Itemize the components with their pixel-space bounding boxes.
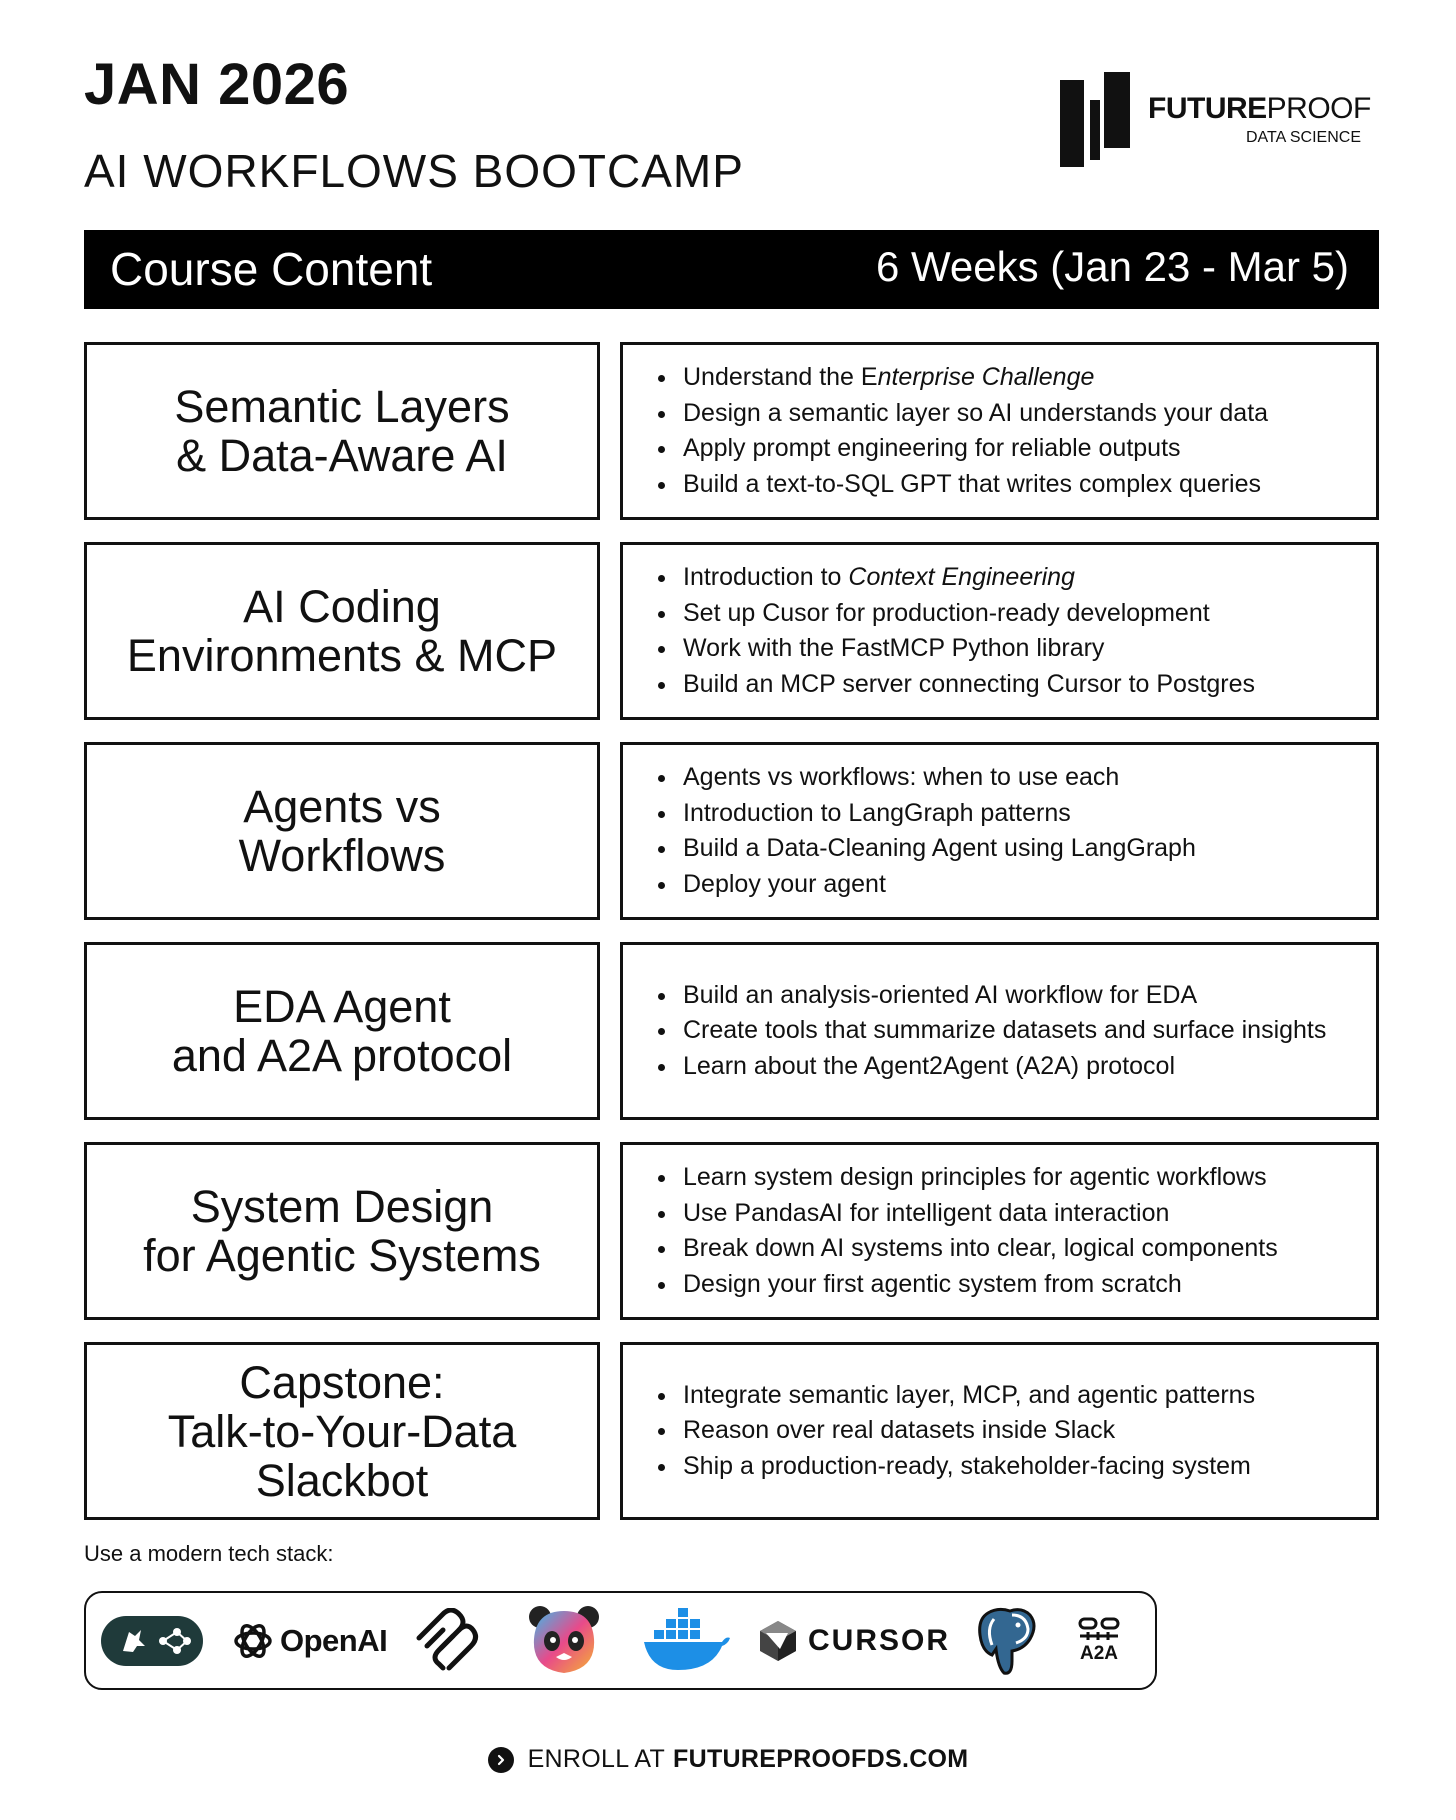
cursor-wordmark: CURSOR	[808, 1623, 951, 1657]
module-topic-title: Semantic Layers & Data-Aware AI	[174, 381, 510, 481]
module-bullet-item: • Deploy your agent	[679, 867, 1196, 903]
module-bullet-item: • Create tools that summarize datasets and surface insights	[679, 1013, 1326, 1049]
module-details-box	[620, 1142, 1379, 1320]
module-bullet-item: • Break down AI systems into clear, logical components	[679, 1231, 1278, 1267]
module-bullet-item: • Integrate semantic layer, MCP, and agentic patterns	[679, 1378, 1255, 1414]
module-topic-box	[84, 542, 600, 720]
openai-wordmark: OpenAI	[280, 1622, 388, 1658]
cursor-icon	[758, 1593, 950, 1688]
module-topic-box	[84, 742, 600, 920]
module-bullet-list	[623, 760, 1196, 902]
module-bullet-list	[623, 560, 1255, 702]
pandasai-icon	[526, 1593, 602, 1688]
module-topic-box	[84, 1142, 600, 1320]
logo-wordmark: FUTUREPROOF	[1148, 92, 1371, 125]
module-bullet-item: • Understand the Enterprise Challenge	[679, 360, 1268, 396]
a2a-wordmark: A2A	[1079, 1642, 1118, 1664]
module-topic-box	[84, 342, 600, 520]
banner-title: Course Content	[110, 243, 433, 295]
module-bullet-item: • Reason over real datasets inside Slack	[679, 1413, 1255, 1449]
module-bullet-item: • Introduction to Context Engineering	[679, 560, 1255, 596]
module-bullet-item: • Build a Data-Cleaning Agent using LangGraph	[679, 831, 1196, 867]
tech-stack-panel	[84, 1591, 1157, 1690]
futureproof-logo-mark-icon	[1060, 72, 1140, 167]
module-bullet-item: • Learn about the Agent2Agent (A2A) protocol	[679, 1049, 1326, 1085]
module-details-box	[620, 1342, 1379, 1520]
module-bullet-item: • Use PandasAI for intelligent data interaction	[679, 1196, 1278, 1232]
module-topic-box	[84, 1342, 600, 1520]
module-topic-box	[84, 942, 600, 1120]
course-content-banner	[84, 230, 1379, 309]
module-details-box	[620, 942, 1379, 1120]
module-bullet-list	[623, 360, 1268, 502]
postgres-icon	[976, 1593, 1042, 1688]
openai-icon	[232, 1593, 387, 1688]
enroll-footer	[0, 1745, 1456, 1774]
module-topic-title: Capstone: Talk-to-Your-Data Slackbot	[167, 1356, 517, 1506]
module-bullet-item: • Ship a production-ready, stakeholder-facing system	[679, 1449, 1255, 1485]
module-row	[84, 1342, 1379, 1520]
module-row	[84, 542, 1379, 720]
module-bullet-list	[623, 978, 1326, 1085]
module-bullet-list	[623, 1160, 1278, 1302]
event-date: JAN 2026	[84, 52, 350, 117]
module-topic-title: EDA Agent and A2A protocol	[171, 981, 513, 1081]
tech-stack-label: Use a modern tech stack:	[84, 1541, 334, 1566]
module-row	[84, 742, 1379, 920]
module-bullet-list	[623, 1378, 1255, 1485]
module-bullet-item: • Apply prompt engineering for reliable outputs	[679, 431, 1268, 467]
docker-icon	[642, 1593, 730, 1688]
mcp-icon	[413, 1593, 479, 1688]
a2a-icon	[1078, 1593, 1120, 1688]
module-bullet-item: • Build an analysis-oriented AI workflow for EDA	[679, 978, 1326, 1014]
module-bullet-item: • Set up Cusor for production-ready development	[679, 596, 1255, 632]
module-topic-title: AI Coding Environments & MCP	[126, 581, 558, 681]
enroll-prefix: ENROLL AT	[527, 1745, 666, 1773]
langgraph-icon	[101, 1593, 203, 1688]
module-bullet-item: • Work with the FastMCP Python library	[679, 631, 1255, 667]
module-details-box	[620, 542, 1379, 720]
module-bullet-item: • Learn system design principles for agentic workflows	[679, 1160, 1278, 1196]
module-row	[84, 942, 1379, 1120]
logo-tagline: DATA SCIENCE	[1246, 129, 1361, 146]
module-topic-title: Agents vs Workflows	[238, 781, 446, 881]
module-bullet-item: • Build an MCP server connecting Cursor to Postgres	[679, 667, 1255, 703]
module-bullet-item: • Agents vs workflows: when to use each	[679, 760, 1196, 796]
futureproof-logo	[1060, 72, 1380, 167]
chevron-right-icon	[488, 1747, 514, 1773]
enroll-link[interactable]: FUTUREPROOFDS.COM	[673, 1745, 969, 1773]
module-bullet-item: • Design your first agentic system from scratch	[679, 1267, 1278, 1303]
bootcamp-title: AI WORKFLOWS BOOTCAMP	[84, 145, 744, 197]
module-bullet-item: • Introduction to LangGraph patterns	[679, 796, 1196, 832]
module-bullet-item: • Build a text-to-SQL GPT that writes complex queries	[679, 467, 1268, 503]
module-row	[84, 342, 1379, 520]
module-details-box	[620, 342, 1379, 520]
module-bullet-item: • Design a semantic layer so AI understands your data	[679, 396, 1268, 432]
module-row	[84, 1142, 1379, 1320]
banner-duration: 6 Weeks (Jan 23 - Mar 5)	[875, 243, 1349, 290]
module-topic-title: System Design for Agentic Systems	[143, 1181, 541, 1281]
module-details-box	[620, 742, 1379, 920]
